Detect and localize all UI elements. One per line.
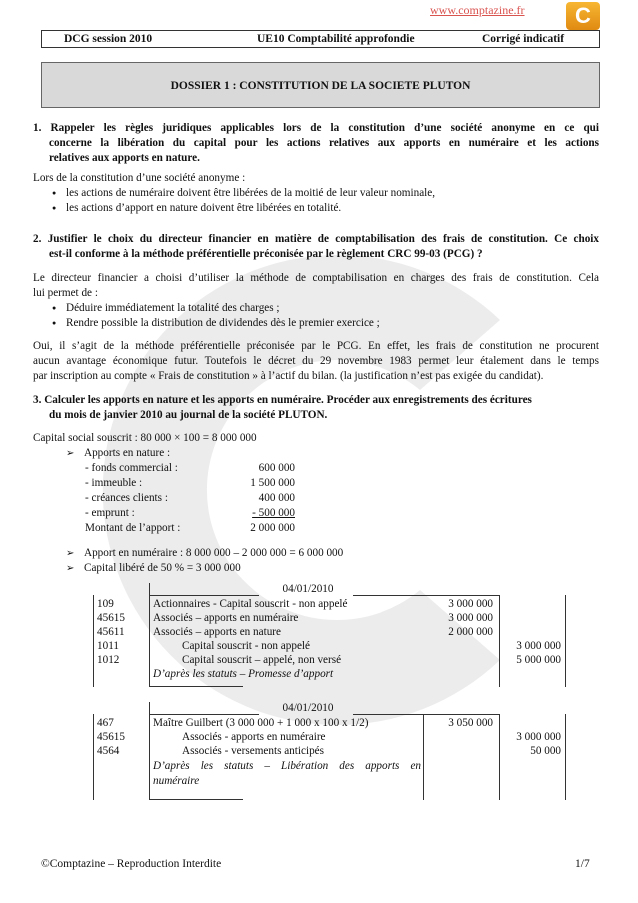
q1-list — [48, 186, 435, 216]
debit-amount: 2 000 000 — [448, 626, 493, 638]
table-row: - fonds commercial : 600 000 — [85, 462, 295, 474]
journal-1-date: 04/01/2010 — [282, 583, 334, 595]
q1-line1: 1. Rappeler les règles juridiques applicables lors de la constitution d’une société anonyme en ce qui — [33, 122, 599, 134]
q2-para2-line1: Oui, il s’agit de la méthode préférentielle préconisée par le PCG. En effet, les frais de constitution ne procurent — [33, 340, 599, 352]
credit-amount: 50 000 — [530, 745, 561, 757]
account-label: Associés – apports en numéraire — [153, 612, 299, 624]
q2-para1-line1: Le directeur financier a choisi d’utiliser la méthode de comptabilisation en charges des frais de constitution. Cela — [33, 272, 599, 284]
site-url-link[interactable]: www.comptazine.fr — [430, 3, 525, 17]
list-item: ● les actions d’apport en nature doivent être libérées en totalité. — [48, 201, 435, 216]
question-2 — [33, 232, 599, 262]
q1-line3: relatives aux apports en nature. — [49, 152, 200, 164]
account-number: 4564 — [97, 745, 120, 757]
question-3 — [33, 393, 599, 423]
journal-1-note: D’après les statuts – Promesse d’apport — [153, 668, 334, 680]
apports-nature-list — [66, 446, 170, 461]
account-label: Associés - apports en numéraire — [182, 731, 326, 743]
account-number: 1012 — [97, 654, 120, 666]
journal-2-note-line2: numéraire — [153, 775, 200, 787]
debit-amount: 3 050 000 — [448, 717, 493, 729]
header-subject: UE10 Comptabilité approfondie — [257, 33, 415, 45]
journal-2-note-line1: D’après les statuts – Libération des apports en — [153, 760, 421, 772]
table-row: Montant de l’apport : 2 000 000 — [85, 522, 295, 534]
dossier-title: DOSSIER 1 : CONSTITUTION DE LA SOCIETE PLUTON — [41, 62, 600, 108]
debit-amount: 3 000 000 — [448, 598, 493, 610]
table-row: - créances clients : 400 000 — [85, 492, 295, 504]
question-1 — [33, 121, 599, 166]
page-number: 1/7 — [575, 858, 590, 870]
table-row: - immeuble : 1 500 000 — [85, 477, 295, 489]
header-type: Corrigé indicatif — [482, 33, 565, 45]
account-number: 45611 — [97, 626, 125, 638]
account-number: 45615 — [97, 612, 125, 624]
account-number: 1011 — [97, 640, 119, 652]
q2-para2 — [33, 339, 599, 384]
q2-para1-line2: lui permet de : — [33, 287, 98, 299]
account-label: Capital souscrit – appelé, non versé — [182, 654, 342, 666]
comptazine-logo: C — [566, 2, 600, 30]
q2-para1 — [33, 271, 599, 301]
list-item: ● les actions de numéraire doivent être libérées de la moitié de leur valeur nominale, — [48, 186, 435, 201]
list-item: ● Déduire immédiatement la totalité des charges ; — [48, 301, 380, 316]
list-item: ➢ Apport en numéraire : 8 000 000 – 2 000 000 = 6 000 000 — [66, 546, 343, 561]
q1-line2: concerne la libération du capital pour les actions relatives aux apports en numéraire et les actions — [49, 137, 599, 149]
credit-amount: 3 000 000 — [516, 640, 561, 652]
account-number: 45615 — [97, 731, 125, 743]
journal-entry-1 — [93, 583, 566, 687]
journal-2-date: 04/01/2010 — [282, 702, 334, 714]
account-label: Maître Guilbert (3 000 000 + 1 000 x 100 x 1/2) — [153, 717, 369, 729]
account-label: Capital souscrit - non appelé — [182, 640, 311, 652]
credit-amount: 5 000 000 — [516, 654, 561, 666]
credit-amount: 3 000 000 — [516, 731, 561, 743]
list-item: ➢ Apports en nature : — [66, 446, 170, 461]
q2-para2-line2: aucun avantage économique futur. Toutefois le décret du 29 novembre 1983 permet leur étalement dans le temps — [33, 355, 599, 367]
account-number: 109 — [97, 598, 114, 610]
apports-nature-table — [85, 461, 295, 536]
account-label: Associés – apports en nature — [153, 626, 282, 638]
footer-copyright: ©Comptazine – Reproduction Interdite — [41, 858, 222, 870]
q2-list — [48, 301, 380, 331]
list-item: ➢ Capital libéré de 50 % = 3 000 000 — [66, 561, 343, 576]
page-header — [41, 30, 600, 48]
q1-intro: Lors de la constitution d’une société anonyme : — [33, 172, 246, 184]
q2-line1: 2. Justifier le choix du directeur financier en matière de comptabilisation des frais de constitution. Ce choix — [33, 233, 599, 245]
header-session: DCG session 2010 — [64, 33, 153, 45]
apports-list — [66, 546, 343, 576]
account-number: 467 — [97, 717, 114, 729]
account-label: Associés - versements anticipés — [182, 745, 324, 757]
journal-entry-2 — [93, 702, 566, 800]
q2-line2: est-il conforme à la méthode préférentielle préconisée par le règlement CRC 99-03 (PCG) ? — [49, 248, 483, 260]
debit-amount: 3 000 000 — [448, 612, 493, 624]
account-label: Actionnaires - Capital souscrit - non appelé — [153, 598, 348, 610]
table-row: - emprunt : - 500 000 — [85, 507, 295, 519]
list-item: ● Rendre possible la distribution de dividendes dès le premier exercice ; — [48, 316, 380, 331]
q3-line1: 3. Calculer les apports en nature et les apports en numéraire. Procéder aux enregistrements des écritures — [33, 394, 532, 406]
q2-para2-line3: par inscription au compte « Frais de constitution » à l’actif du bilan. (la justification n’est pas exigée du candidat). — [33, 370, 544, 382]
capital-souscrit: Capital social souscrit : 80 000 × 100 = 8 000 000 — [33, 432, 257, 444]
q3-line2: du mois de janvier 2010 au journal de la société PLUTON. — [49, 409, 328, 421]
